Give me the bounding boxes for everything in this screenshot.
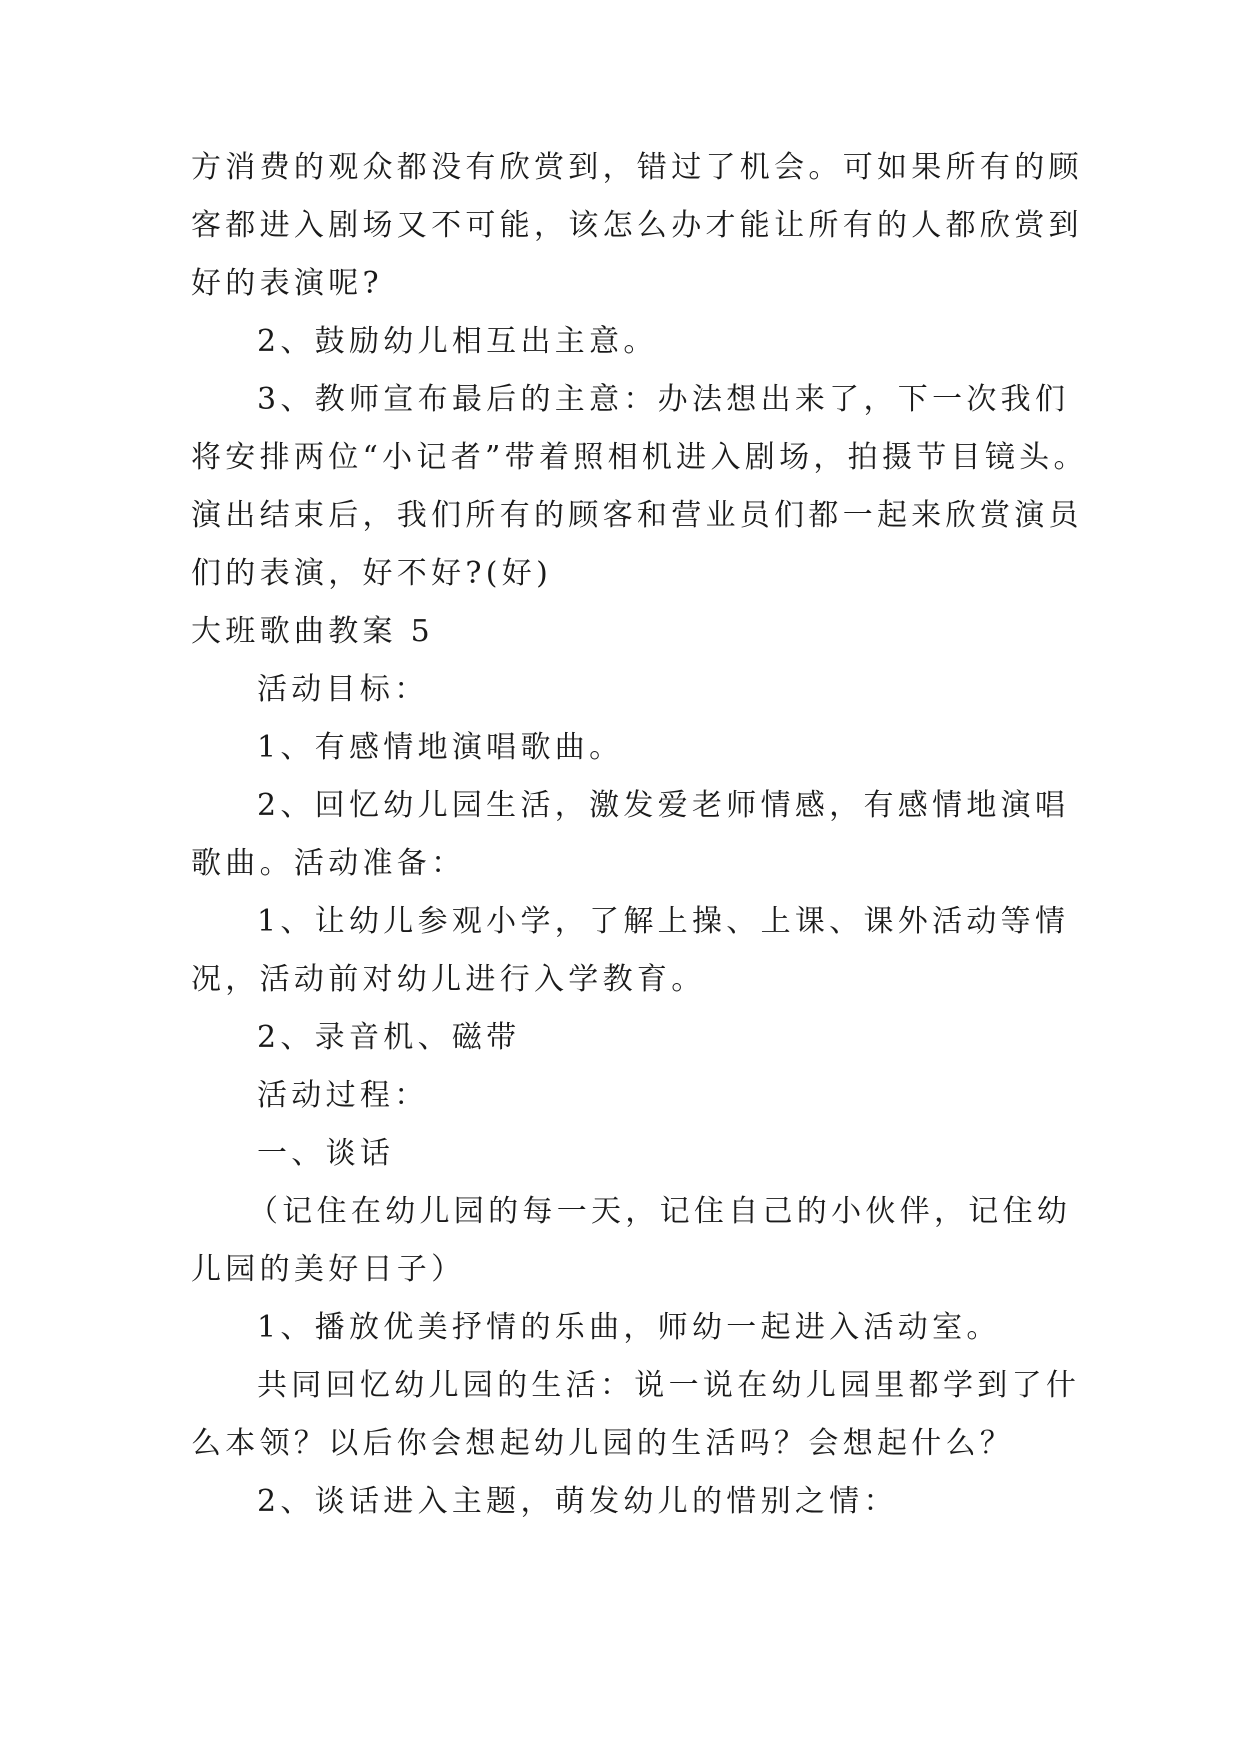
- text-line: 客都进入剧场又不可能，该怎么办才能让所有的人都欣赏到: [191, 208, 1083, 243]
- text-line: 儿园的美好日子）: [191, 1252, 466, 1287]
- text-line: 方消费的观众都没有欣赏到，错过了机会。可如果所有的顾: [191, 150, 1083, 185]
- text-line: 一、谈话: [257, 1136, 395, 1171]
- text-line: 2、录音机、磁带: [257, 1020, 521, 1055]
- text-line: 2、谈话进入主题，萌发幼儿的惜别之情：: [257, 1484, 898, 1519]
- section-heading: 大班歌曲教案 5: [191, 614, 435, 649]
- text-line: 活动过程：: [257, 1078, 429, 1113]
- text-line: 将安排两位“小记者”带着照相机进入剧场，拍摄节目镜头。: [191, 440, 1088, 475]
- text-line: 活动目标：: [257, 672, 429, 707]
- text-line: 1、有感情地演唱歌曲。: [257, 730, 624, 765]
- text-line: 么本领？以后你会想起幼儿园的生活吗？会想起什么？: [191, 1426, 1015, 1461]
- text-line: 演出结束后，我们所有的顾客和营业员们都一起来欣赏演员: [191, 498, 1083, 533]
- text-line: 况，活动前对幼儿进行入学教育。: [191, 962, 706, 997]
- text-line: 们的表演，好不好?(好): [191, 556, 553, 591]
- text-line: 歌曲。活动准备：: [191, 846, 466, 881]
- text-line: 1、让幼儿参观小学，了解上操、上课、课外活动等情: [257, 904, 1070, 939]
- text-line: 2、鼓励幼儿相互出主意。: [257, 324, 658, 359]
- text-line: 共同回忆幼儿园的生活：说一说在幼儿园里都学到了什: [257, 1368, 1081, 1403]
- text-line: 1、播放优美抒情的乐曲，师幼一起进入活动室。: [257, 1310, 1001, 1345]
- text-line: 3、教师宣布最后的主意：办法想出来了，下一次我们: [257, 382, 1070, 417]
- text-line: 好的表演呢?: [191, 266, 383, 301]
- text-line: （记住在幼儿园的每一天，记住自己的小伙伴，记住幼: [248, 1194, 1072, 1229]
- text-line: 2、回忆幼儿园生活，激发爱老师情感，有感情地演唱: [257, 788, 1070, 823]
